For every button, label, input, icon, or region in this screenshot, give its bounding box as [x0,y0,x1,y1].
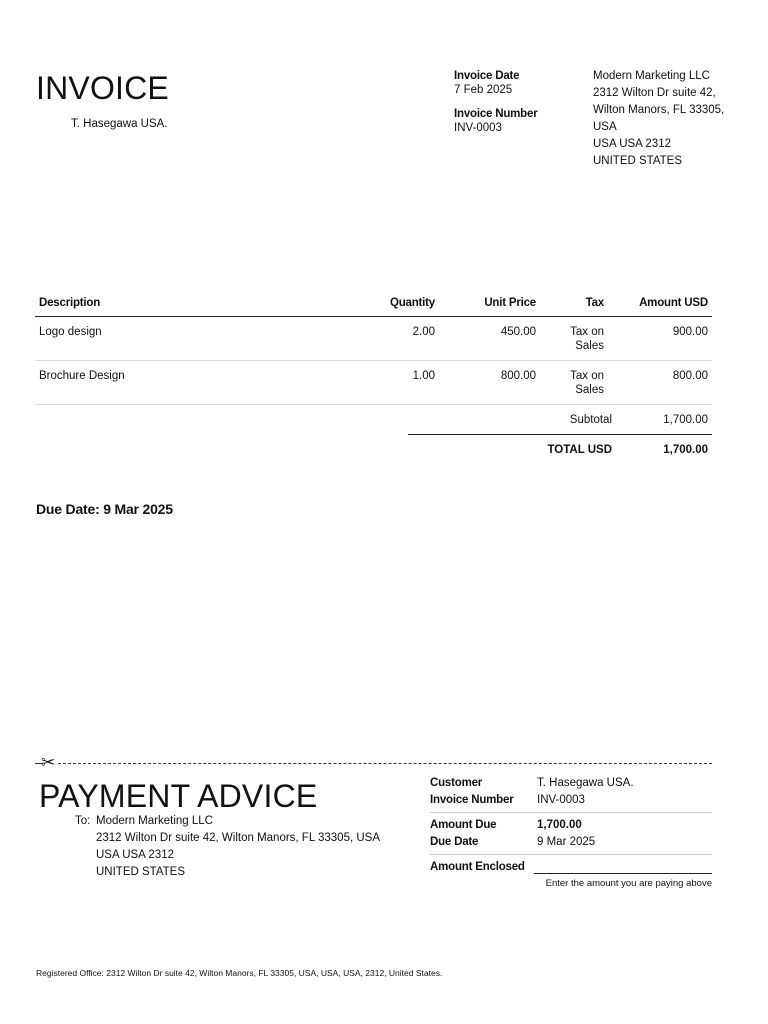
advice-due-date-label: Due Date [430,836,479,848]
bill-to-customer: T. Hasegawa USA. [71,118,168,130]
to-line: UNITED STATES [96,866,186,878]
from-line: Wilton Manors, FL 33305, [593,104,725,116]
col-unit-price: Unit Price [439,293,540,317]
from-line: UNITED STATES [593,155,683,167]
invoice-date-label: Invoice Date [454,70,520,82]
from-line: USA USA 2312 [593,138,671,150]
cell-unit-price: 450.00 [439,317,540,361]
table-header-row [35,293,712,317]
subtotal-label: Subtotal [569,413,612,426]
advice-customer-label: Customer [430,777,483,789]
amount-enclosed-line [534,873,712,874]
invoice-number-label: Invoice Number [454,108,538,120]
totals-block [408,405,712,464]
cell-tax [540,361,608,405]
col-amount: Amount USD [608,293,712,317]
invoice-number-value: INV-0003 [454,122,502,134]
tax-line: Sales [575,384,604,396]
total-value: 1,700.00 [663,443,708,456]
payment-advice-title: PAYMENT ADVICE [39,778,318,814]
table-row [35,361,712,405]
col-description: Description [35,293,341,317]
line-items-table [35,293,712,405]
advice-to-label: To: [75,815,91,827]
to-line: 2312 Wilton Dr suite 42, Wilton Manors, FL 33305, USA [96,832,381,844]
col-quantity: Quantity [341,293,439,317]
cell-quantity: 2.00 [341,317,439,361]
cut-line [58,763,712,764]
advice-amount-due-row [430,813,712,834]
advice-to-address [96,813,380,881]
table-row [35,317,712,361]
advice-invoice-number-row [430,792,712,812]
advice-invoice-number-value: INV-0003 [537,794,585,806]
tax-line: Tax on [570,370,604,382]
cell-unit-price: 800.00 [439,361,540,405]
from-address [593,68,724,170]
subtotal-value: 1,700.00 [663,413,708,426]
total-row [408,435,712,464]
invoice-date-value: 7 Feb 2025 [454,84,513,96]
advice-amount-enclosed-label: Amount Enclosed [430,861,525,873]
advice-due-date-value: 9 Mar 2025 [537,836,596,848]
cell-tax [540,317,608,361]
cell-description: Brochure Design [35,361,341,405]
to-line: Modern Marketing LLC [96,815,213,827]
advice-amount-due-value: 1,700.00 [537,819,582,831]
advice-invoice-number-label: Invoice Number [430,794,514,806]
cell-amount: 900.00 [608,317,712,361]
subtotal-row [408,405,712,435]
from-line: Modern Marketing LLC [593,70,710,82]
to-line: USA USA 2312 [96,849,174,861]
advice-customer-value: T. Hasegawa USA. [537,777,634,789]
advice-due-date-row [430,834,712,854]
due-date-text: Due Date: 9 Mar 2025 [36,501,173,517]
tax-line: Tax on [570,326,604,338]
from-line: USA [593,121,617,133]
from-line: 2312 Wilton Dr suite 42, [593,87,716,99]
advice-amount-due-label: Amount Due [430,819,497,831]
advice-customer-row [430,775,712,792]
enclosed-hint: Enter the amount you are paying above [545,878,712,889]
invoice-title: INVOICE [36,70,169,106]
cell-description: Logo design [35,317,341,361]
tax-line: Sales [575,340,604,352]
col-tax: Tax [540,293,608,317]
invoice-meta [454,69,537,135]
cell-amount: 800.00 [608,361,712,405]
scissors-icon: ✂ [41,753,56,772]
total-label: TOTAL USD [547,443,612,456]
advice-details [430,775,712,876]
cell-quantity: 1.00 [341,361,439,405]
registered-office: Registered Office: 2312 Wilton Dr suite 42, Wilton Manors, FL 33305, USA, USA, USA, 2312, United States. [36,968,443,978]
